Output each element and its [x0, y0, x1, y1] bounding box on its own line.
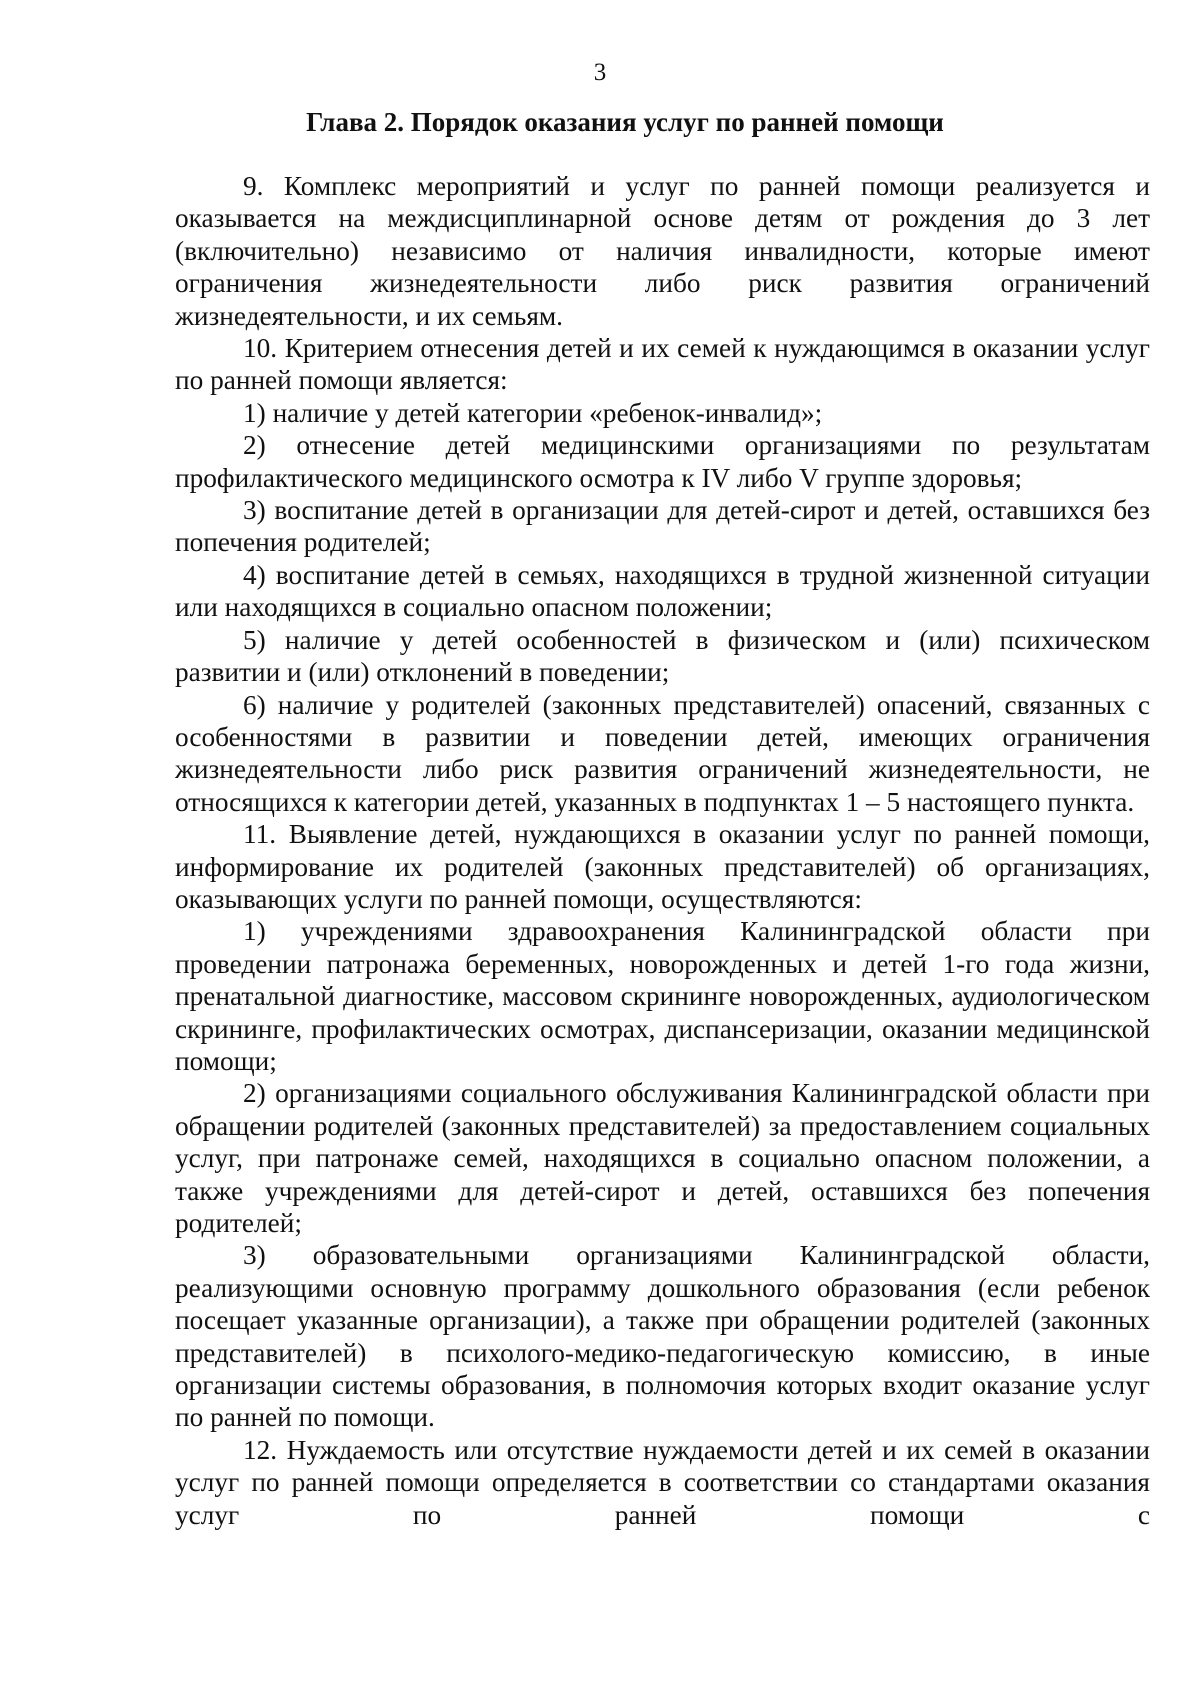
paragraph-9: 9. Комплекс мероприятий и услуг по ранней помощи реализуется и оказывается на междисциплинарной основе детям от рождения до 3 лет (включительно) независимо от наличия инвалидности, которые имеют ограничения жизнедеятельности либо риск развития ограничений жизнедеятельности, и их семьям.	[175, 171, 1150, 331]
paragraph-12: 12. Нуждаемость или отсутствие нуждаемости детей и их семей в оказании услуг по ранней помощи определяется в соответствии со стандартами оказания услуг по ранней помощи с	[175, 1434, 1150, 1530]
paragraph-11-item-3: 3) образовательными организациями Калининградской области, реализующими основную программу дошкольного образования (если ребенок посещает указанные организации), а также при обращении родителей (законных представителей) в психолого-медико-педагогическую комиссию, в иные организации системы образования, в полномочия которых входит оказание услуг по ранней по помощи.	[175, 1240, 1150, 1433]
paragraph-10-item-3: 3) воспитание детей в организации для детей-сирот и детей, оставшихся без попечения родителей;	[175, 495, 1150, 558]
paragraph-11: 11. Выявление детей, нуждающихся в оказании услуг по ранней помощи, информирование их родителей (законных представителей) об организациях, оказывающих услуги по ранней помощи, осуществляются:	[175, 819, 1150, 914]
paragraph-10: 10. Критерием отнесения детей и их семей к нуждающимся в оказании услуг по ранней помощи является:	[175, 333, 1150, 396]
paragraph-10-item-4: 4) воспитание детей в семьях, находящихся в трудной жизненной ситуации или находящихся в социально опасном положении;	[175, 559, 1150, 623]
paragraph-10-item-1: 1) наличие у детей категории «ребенок-инвалид»;	[243, 397, 823, 428]
chapter-title: Глава 2. Порядок оказания услуг по ранней помощи	[306, 107, 944, 137]
document-body	[175, 170, 1150, 1531]
paragraph-10-item-6: 6) наличие у родителей (законных представителей) опасений, связанных с особенностями в развитии и поведении детей, имеющих ограничения жизнедеятельности либо риск развития ограничений жизнедеятельности, не относящихся к категории детей, указанных в подпунктах 1 – 5 настоящего пункта.	[175, 689, 1150, 817]
page-number: 3	[593, 59, 607, 86]
paragraph-11-item-2: 2) организациями социального обслуживания Калининградской области при обращении родителей (законных представителей) за предоставлением социальных услуг, при патронаже семей, находящихся в социально опасном положении, а также учреждениями для детей-сирот и детей, оставшихся без попечения родителей;	[175, 1078, 1150, 1238]
paragraph-10-item-5: 5) наличие у детей особенностей в физическом и (или) психическом развитии и (или) отклонений в поведении;	[175, 624, 1150, 688]
paragraph-11-item-1: 1) учреждениями здравоохранения Калининградской области при проведении патронажа беременных, новорожденных и детей 1-го года жизни, пренатальной диагностике, массовом скрининге новорожденных, аудиологическом скрининге, профилактических осмотрах, диспансеризации, оказании медицинской помощи;	[175, 916, 1150, 1076]
paragraph-10-item-2: 2) отнесение детей медицинскими организациями по результатам профилактического медицинского осмотра к IV либо V группе здоровья;	[175, 430, 1150, 493]
